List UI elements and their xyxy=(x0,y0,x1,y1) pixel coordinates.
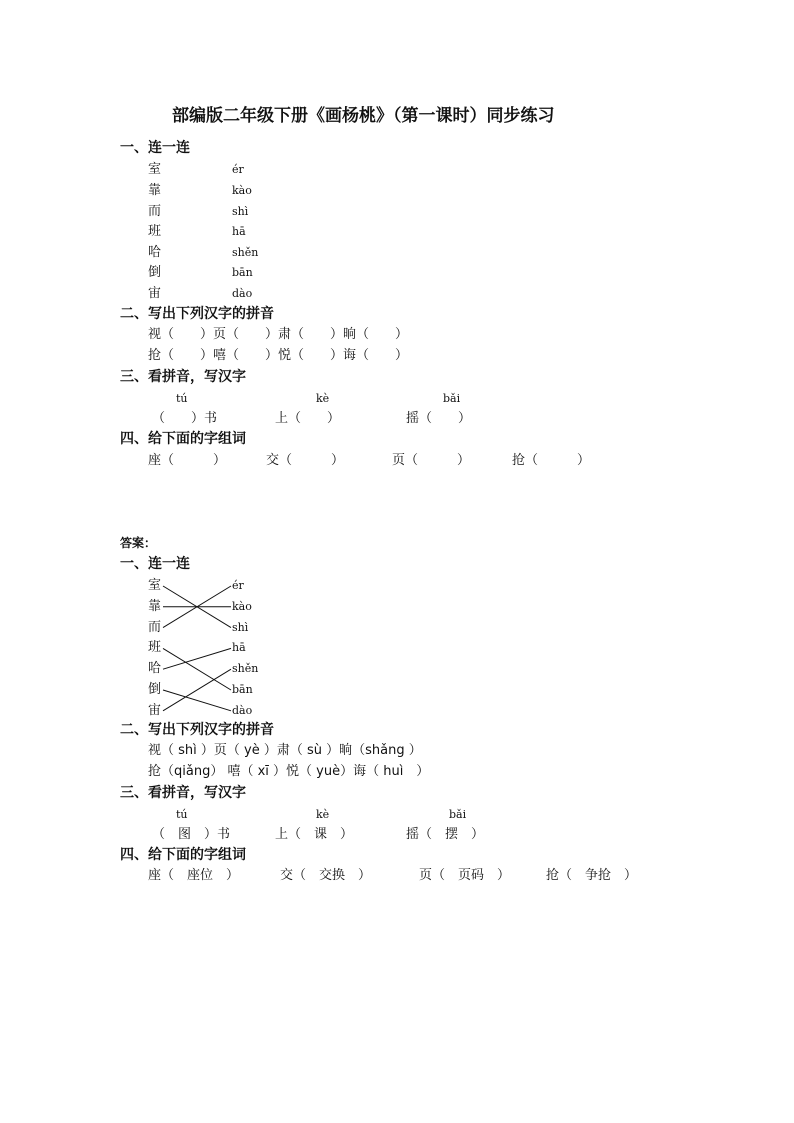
q2-row-1: 视（ ）页（ ）肃（ ）晌（ ） xyxy=(148,327,409,342)
q2-row-2: 抢（ ）嘻（ ）悦（ ）诲（ ） xyxy=(148,348,409,363)
a4-item: 交（ 交换 ） xyxy=(280,868,372,883)
q1-pinyin: shěn xyxy=(232,246,259,259)
a2-heading: 二、写出下列汉字的拼音 xyxy=(120,722,274,738)
a1-char: 宙 xyxy=(148,703,162,718)
q1-char: 倒 xyxy=(148,265,162,280)
match-line xyxy=(163,669,231,711)
a1-char: 倒 xyxy=(148,682,162,697)
q3-blank: 摇（ ） xyxy=(406,411,472,426)
a1-char: 靠 xyxy=(148,599,162,614)
page-title: 部编版二年级下册《画杨桃》（第一课时）同步练习 xyxy=(172,106,555,126)
q1-char: 宙 xyxy=(148,286,162,301)
q2-heading: 二、写出下列汉字的拼音 xyxy=(120,306,274,322)
a1-pinyin: shěn xyxy=(232,662,259,675)
a4-item: 页（ 页码 ） xyxy=(419,868,511,883)
match-line xyxy=(163,690,231,711)
q1-pinyin: shì xyxy=(232,205,249,218)
a1-char: 而 xyxy=(148,620,162,635)
a1-pinyin: kào xyxy=(232,600,252,613)
q1-pinyin: dào xyxy=(232,287,253,300)
q1-char: 哈 xyxy=(148,245,162,260)
q4-item: 座（ ） xyxy=(148,453,227,468)
a3-pinyin: bǎi xyxy=(449,808,467,821)
a2-row-2: 抢（qiǎng） 嘻（ xī ）悦（ yuè）诲（ huì ） xyxy=(148,764,430,779)
a1-char: 室 xyxy=(148,578,162,593)
q1-pinyin: hā xyxy=(232,225,246,238)
match-line xyxy=(163,648,231,669)
a1-char: 班 xyxy=(148,640,162,655)
a1-pinyin: dào xyxy=(232,704,253,717)
a3-answer: （ 图 ）书 xyxy=(152,827,231,842)
a3-heading: 三、看拼音，写汉字 xyxy=(120,785,246,801)
q1-char: 班 xyxy=(148,224,162,239)
q3-pinyin: kè xyxy=(316,392,330,405)
answer-label: 答案： xyxy=(120,536,157,550)
a1-pinyin: ér xyxy=(232,579,244,592)
q3-blank: 上（ ） xyxy=(275,411,341,426)
q3-heading: 三、看拼音，写汉字 xyxy=(120,369,246,385)
a4-heading: 四、给下面的字组词 xyxy=(120,847,246,863)
q1-char: 室 xyxy=(148,162,162,177)
a2-row-1: 视（ shì ）页（ yè ）肃（ sù ）晌（shǎng ） xyxy=(148,743,422,758)
q3-pinyin: tú xyxy=(176,392,188,405)
q1-pinyin: bān xyxy=(232,266,253,279)
a3-answer: 摇（ 摆 ） xyxy=(406,827,485,842)
a1-pinyin: shì xyxy=(232,621,249,634)
a1-char: 哈 xyxy=(148,661,162,676)
q4-item: 抢（ ） xyxy=(512,453,591,468)
q4-heading: 四、给下面的字组词 xyxy=(120,431,246,447)
q3-pinyin: bǎi xyxy=(443,392,461,405)
a3-pinyin: kè xyxy=(316,808,330,821)
q1-char: 靠 xyxy=(148,183,162,198)
match-line xyxy=(163,648,231,690)
q1-pinyin: ér xyxy=(232,163,244,176)
a4-item: 座（ 座位 ） xyxy=(148,868,240,883)
a1-heading: 一、连一连 xyxy=(120,556,190,572)
q3-blank: （ ）书 xyxy=(152,411,218,426)
q4-item: 交（ ） xyxy=(266,453,345,468)
a3-answer: 上（ 课 ） xyxy=(275,827,354,842)
a3-pinyin: tú xyxy=(176,808,188,821)
q1-heading: 一、连一连 xyxy=(120,140,190,156)
a1-pinyin: hā xyxy=(232,641,246,654)
a4-item: 抢（ 争抢 ） xyxy=(546,868,638,883)
q1-char: 而 xyxy=(148,204,162,219)
q1-pinyin: kào xyxy=(232,184,252,197)
q4-item: 页（ ） xyxy=(392,453,471,468)
a1-pinyin: bān xyxy=(232,683,253,696)
